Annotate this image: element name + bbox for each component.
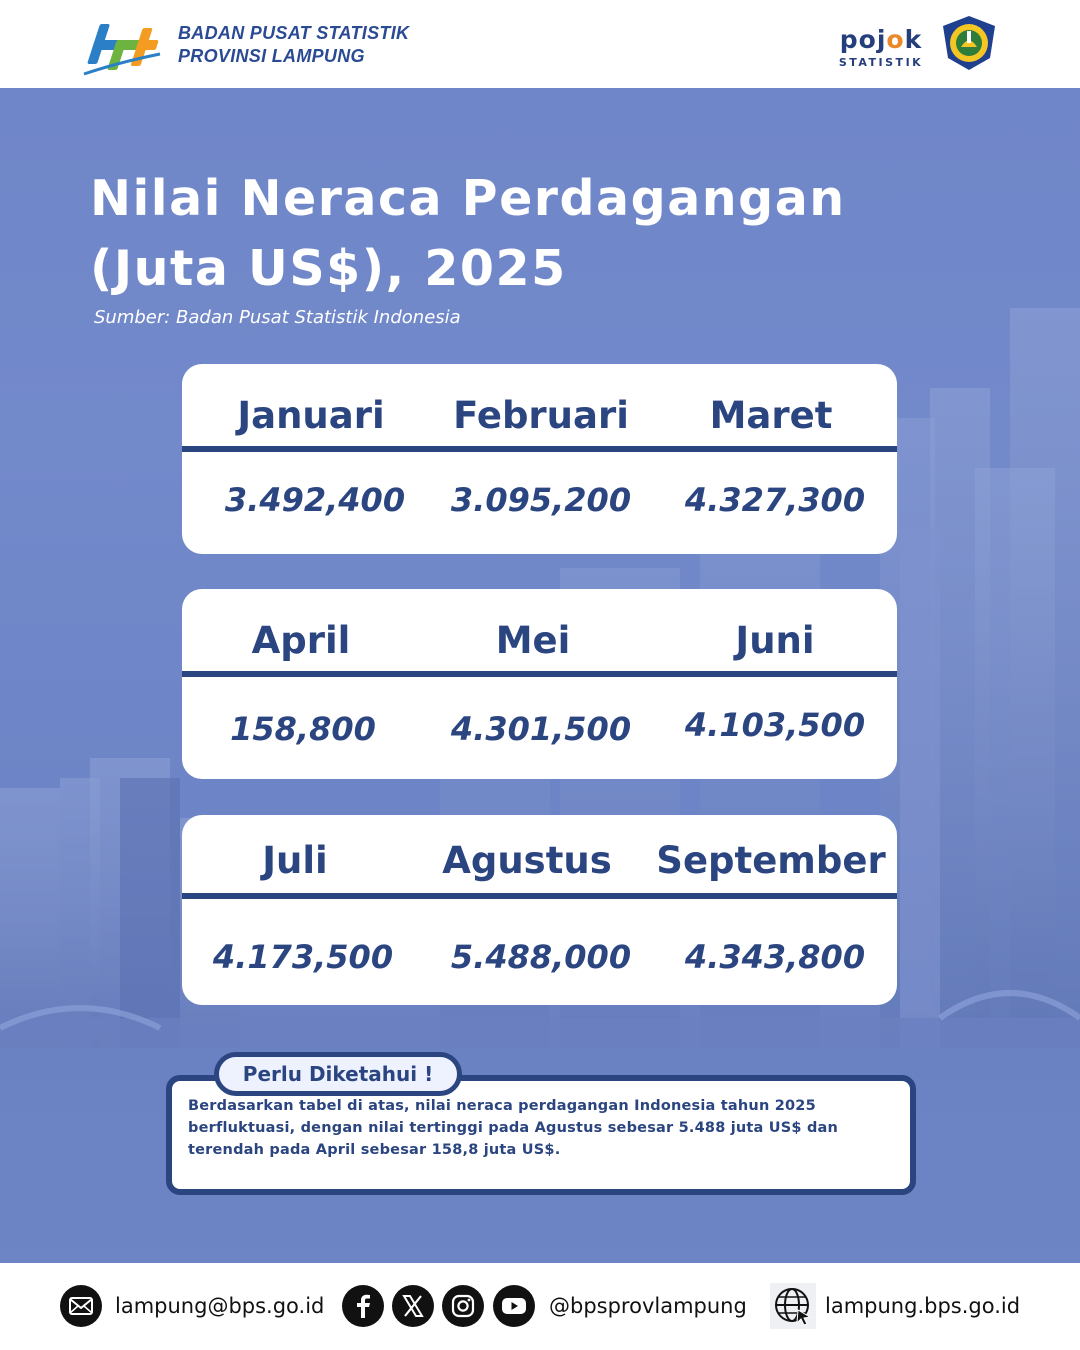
hero-background: [0, 88, 1080, 1263]
social-handle[interactable]: @bpsprovlampung: [549, 1294, 747, 1318]
university-emblem-icon: [940, 14, 998, 72]
facebook-icon[interactable]: [342, 1285, 384, 1327]
month-label: Juni: [735, 619, 815, 662]
month-label: April: [251, 619, 351, 662]
page-title-line1: Nilai Neraca Perdagangan: [90, 170, 846, 227]
month-label: September: [656, 839, 886, 882]
pojok-statistik-logo: [836, 26, 926, 72]
trade-value: 4.327,300: [684, 481, 866, 519]
month-label: Agustus: [442, 839, 612, 882]
pojok-word-b: o: [886, 25, 905, 54]
trade-value: 3.095,200: [450, 481, 632, 519]
value-row: [182, 470, 897, 530]
trade-value: 3.492,400: [224, 481, 406, 519]
month-row: [182, 831, 897, 891]
website-link[interactable]: lampung.bps.go.id: [825, 1294, 1021, 1318]
note-line: Berdasarkan tabel di atas, nilai neraca perdagangan Indonesia tahun 2025: [188, 1098, 816, 1114]
divider: [182, 446, 897, 452]
note-line: berfluktuasi, dengan nilai tertinggi pada Agustus sebesar 5.488 juta US$ dan: [188, 1120, 839, 1136]
source-caption: Sumber: Badan Pusat Statistik Indonesia: [94, 307, 461, 328]
youtube-icon[interactable]: [493, 1285, 535, 1327]
month-label: Juli: [262, 839, 328, 882]
trade-value: 158,800: [230, 710, 376, 748]
email-link[interactable]: lampung@bps.go.id: [115, 1294, 325, 1318]
table-card-q1: [182, 364, 897, 554]
note-line: terendah pada April sebesar 158,8 juta US$.: [188, 1142, 561, 1158]
globe-icon[interactable]: [770, 1283, 816, 1329]
note-tab-label: Perlu Diketahui !: [242, 1062, 434, 1086]
month-label: Januari: [237, 394, 385, 437]
pojok-sub: STATISTIK: [838, 56, 924, 69]
pojok-word-a: poj: [839, 25, 887, 54]
pojok-word-c: k: [904, 25, 923, 54]
x-icon[interactable]: [392, 1285, 434, 1327]
month-label: Mei: [495, 619, 571, 662]
month-label: Maret: [709, 394, 833, 437]
page-title: [90, 164, 846, 304]
pojok-word: [836, 26, 926, 54]
trade-value: 4.301,500: [450, 710, 632, 748]
note-text: [188, 1095, 888, 1161]
org-name-line1: BADAN PUSAT STATISTIK: [178, 23, 410, 43]
table-card-q2: [182, 589, 897, 779]
divider: [182, 893, 897, 899]
instagram-icon[interactable]: [442, 1285, 484, 1327]
org-name: [178, 22, 409, 68]
mail-icon[interactable]: [60, 1285, 102, 1327]
trade-value: 5.488,000: [450, 938, 632, 976]
footer: [0, 1263, 1080, 1350]
page-title-line2: (Juta US$), 2025: [90, 240, 567, 297]
trade-value: 4.343,800: [684, 938, 866, 976]
value-row: [182, 927, 897, 987]
month-row: [182, 611, 897, 671]
org-name-line2: PROVINSI LAMPUNG: [178, 46, 365, 66]
bps-logo-icon: [80, 18, 162, 80]
trade-value: 4.173,500: [212, 938, 394, 976]
month-label: Februari: [453, 394, 629, 437]
table-card-q3: [182, 815, 897, 1005]
note-tab: [214, 1052, 462, 1096]
divider: [182, 671, 897, 677]
trade-value: 4.103,500: [684, 706, 866, 744]
value-row: [182, 699, 897, 759]
month-row: [182, 386, 897, 446]
header: [0, 0, 1080, 88]
